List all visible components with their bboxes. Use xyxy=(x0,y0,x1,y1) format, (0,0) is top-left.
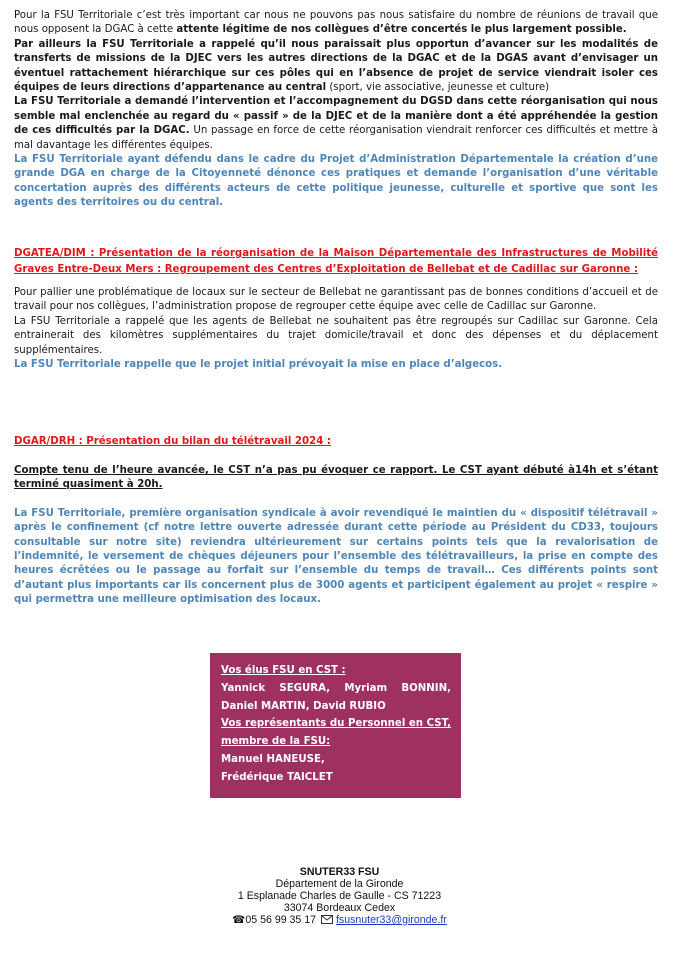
footer-contact-line xyxy=(0,914,679,926)
representants-title: Vos représentants du Personnel en CST, membre de la FSU: xyxy=(221,718,451,748)
paragraph-locaux: Pour pallier une problématique de locaux sur le secteur de Bellebat ne garantissant pas de bonnes conditions d’accueil et de travail pour nos collègues, l’administration propose de regrouper cette équipe avec celle de Cadillac sur Garonne. xyxy=(14,287,658,313)
footer-address-1: 1 Esplanade Charles de Gaulle - CS 71223 xyxy=(237,890,442,902)
elus-title: Vos élus FSU en CST : xyxy=(221,665,346,676)
section-bellebat xyxy=(14,246,658,372)
footer-contact xyxy=(0,866,679,926)
heading-dgatea: DGATEA/DIM : Présentation de la réorganisation de la Maison Départementale des Infrastructures de Mobilité Graves Entre-Deux Mers : Regroupement des Centres d’Exploitation de Bellebat et de Cadillac sur Garonne : xyxy=(14,248,658,275)
paragraph-reunions: Pour la FSU Territoriale c’est très important car nous ne pouvons pas nous satisfaire du nombre de réunions de travail que nous opposent la DGAC à cette attente légitime de nos collègues d’être concertés le plus largement possible. xyxy=(14,10,658,36)
footer-email-link[interactable]: fsusnuter33@gironde.fr xyxy=(335,914,447,926)
paragraph-dgsd: La FSU Territoriale a demandé l’intervention et l’accompagnement du DGSD dans cette réorganisation qui nous semble mal enclenchée au regard du « passif » de la DJEC et de la manière dont a été appréhendée la gestion de ces difficultés par la DGAC. Un passage en force de cette réorganisation viendrait renforcer ces difficultés et mettre à mal davantage les différentes équipes. xyxy=(14,96,659,151)
phone-icon: ☎ xyxy=(232,914,246,926)
paragraph-transferts: Par ailleurs la FSU Territoriale a rappelé qu’il nous paraissait plus opportun d’avancer sur les modalités de transferts de missions de la DJEC vers les autres directions de la DGAC et de la DGAS avant d’envisager un éventuel rattachement hiérarchique sur ces pôles qui en l’absence de projet de service viendrait isoler ces équipes de leurs directions d’appartenance au central (sport, vie associative, jeunesse et culture) xyxy=(14,38,658,94)
footer-dept: Département de la Gironde xyxy=(275,878,404,890)
section-teletravail xyxy=(14,434,658,608)
footer-org: SNUTER33 FSU xyxy=(299,866,380,878)
paragraph-bilan-teletravail: La FSU Territoriale, première organisation syndicale à avoir revendiqué le maintien du « dispositif télétravail » après le confinement (cf notre lettre ouverte adressée durant cette période au Président du CD33, toujours consultable sur notre site) reviendra ultérieurement sur certains points tels que la revalorisation de l’indemnité, le versement de chèques déjeuners pour l’ensemble des télétravailleurs, la prise en compte des heures écrêtées ou le passage au forfait sur l’ensemble du temps de travail… Ces différents points sont d’autant plus importants car ils concernent plus de 3000 agents et participent également au projet « respire » qui permettra une meilleure optimisation des locaux. xyxy=(14,507,658,606)
paragraph-regroupement: La FSU Territoriale a rappelé que les agents de Bellebat ne souhaitent pas être regroupés sur Cadillac sur Garonne. Cela entrainerait des kilomètres supplémentaires du trajet domicile/travail et donc des dépenses et du déplacement supplémentaires. xyxy=(14,315,658,356)
paragraph-citoyennete: La FSU Territoriale ayant défendu dans le cadre du Projet d’Administration Départementale la création d’une grande DGA en charge de la Citoyenneté dénonce ces pratiques et demande l’organisation d’une véritable concertation auprès des différents acteurs de cette politique jeunesse, culturelle et sportive que sont les agents des territoires ou du central. xyxy=(14,154,658,209)
representant-2: Frédérique TAICLET xyxy=(221,771,333,783)
paragraph-heure-avancee: Compte tenu de l’heure avancée, le CST n’a pas pu évoquer ce rapport. Le CST ayant débuté à14h et s’étant terminé quasiment à 20h. xyxy=(14,465,658,491)
representant-1: Manuel HANEUSE, xyxy=(221,753,325,765)
heading-dgar: DGAR/DRH : Présentation du bilan du télétravail 2024 : xyxy=(14,436,331,447)
representatives-box xyxy=(210,653,461,798)
footer-phone: 05 56 99 35 17 xyxy=(245,914,317,926)
section-culture xyxy=(14,9,658,211)
paragraph-algecos: La FSU Territoriale rappelle que le projet initial prévoyait la mise en place d’algecos. xyxy=(14,359,503,371)
elus-names: Yannick SEGURA, Myriam BONNIN, Daniel MARTIN, David RUBIO xyxy=(221,682,451,712)
mail-icon xyxy=(321,915,333,924)
footer-address-2: 33074 Bordeaux Cedex xyxy=(283,902,396,914)
